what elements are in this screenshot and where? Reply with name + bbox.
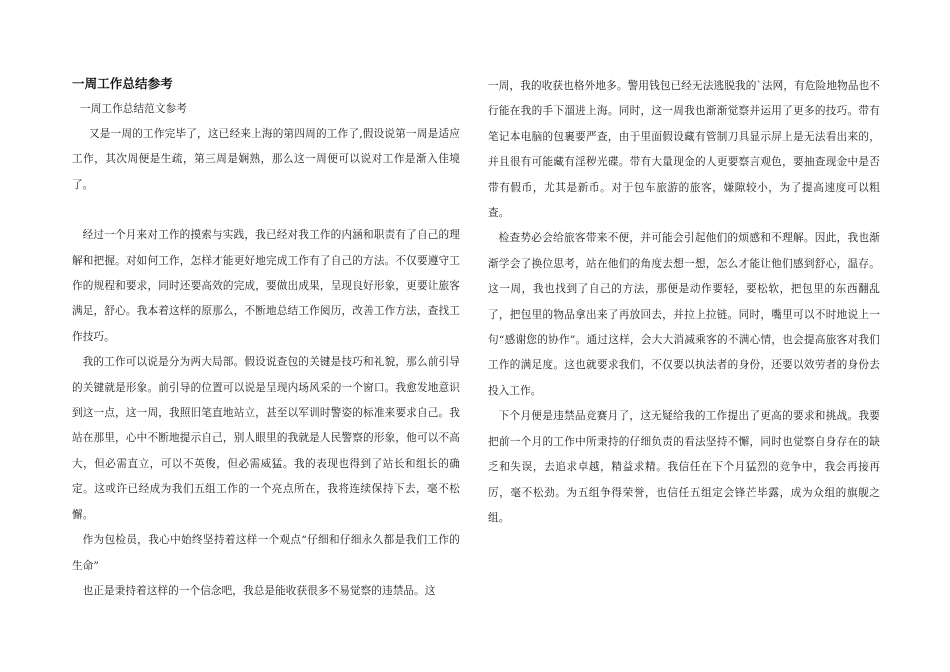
paragraph-two-parts: 我的工作可以说是分为两大局部。假设说查包的关键是技巧和礼貌，那么前引导的关键就是形象。前引导的位置可以说是呈现内场风采的一个窗口。我愈发地意识到这一点，这一周，我照旧笔直地站立，甚至以军训时警姿的标准来要求自己。我站在那里，心中不断地提示自己，别人眼里的我就是人民警察的形象，他可以不高大，但必需直立，可以不英俊，但必需威猛。我的表现也得到了站长和组长的确定。这或许已经成为我们五组工作的一个亮点所在，我将连续保持下去，毫不松懈。 [72, 356, 460, 521]
paragraph-exploration: 经过一个月来对工作的摸索与实践，我已经对我工作的内涵和职责有了自己的理解和把握。对如何工作，怎样才能更好地完成工作有了自己的方法。不仅要遵守工作的规程和要求，同时还要高效的完成，要做出成果，呈现良好形象，更要让旅客满足，舒心。我本着这样的原那么，不断地总结工作阅历，改善工作方法，查找工作技巧。 [72, 229, 460, 343]
document-title: 一周工作总结参考 [72, 76, 173, 91]
paragraph-next-month: 下个月便是违禁品竞赛月了，这无疑给我的工作提出了更高的要求和挑战。我要把前一个月的工作中所秉持的仔细负责的看法坚持不懈，同时也觉察自身存在的缺乏和失误，去追求卓越，精益求精。我信任在下个月猛烈的竞争中，我会再接再厉，毫不松劲。为五组争得荣誉，也信任五组定会锋芒毕露，成为众组的旗舰之组。 [488, 410, 880, 524]
paragraph-empathy: 检查势必会给旅客带来不便，并可能会引起他们的烦感和不理解。因此，我也渐渐学会了换位思考，站在他们的角度去想一想，怎么才能让他们感到舒心，温存。这一周，我也找到了自己的方法，那便是动作要轻，要松软，把包里的东西翻乱了，把包里的物品拿出来了再放回去，并拉上拉链。同时，嘴里可以不时地说上一句“感谢您的协作”。通过这样，会大大消减乘客的不满心情，也会提高旅客对我们工作的满足度。这也就要求我们，不仅要以执法者的身份，还要以效劳者的身份去投入工作。 [488, 232, 880, 397]
paragraph-continuation-end: 一周，我的收获也格外地多。警用钱包已经无法逃脱我的`法网，有危险地物品也不行能在我的手下溜进上海。同时，这一周我也渐渐觉察并运用了更多的技巧。带有笔记本电脑的包裹要严查，由于里面假设藏有管制刀具显示屏上是无法看出来的，并且很有可能藏有淫秽光碟。带有大量现金的人更要察言观色，要抽查现金中是否带有假币，尤其是新币。对于包车旅游的旅客，嫌隙较小，为了提高速度可以粗查。 [488, 80, 880, 220]
paragraph-continuation-start: 也正是秉持着这样的一个信念吧，我总是能收获很多不易觉察的违禁品。这 [82, 584, 436, 597]
right-column [488, 74, 880, 531]
left-column [72, 72, 460, 604]
paragraph-intro: 又是一周的工作完毕了，这已经来上海的第四周的工作了,假设说第一周是适应工作，其次周便是生疏，第三周是娴熟，那么这一周便可以说对工作是渐入佳境了。 [72, 128, 460, 191]
document-subtitle: 一周工作总结范文参考 [80, 103, 187, 115]
paragraph-inspector-belief: 作为包检员，我心中始终坚持着这样一个观点“仔细和仔细永久都是我们工作的生命” [72, 534, 460, 572]
paragraph-gap [72, 198, 460, 223]
